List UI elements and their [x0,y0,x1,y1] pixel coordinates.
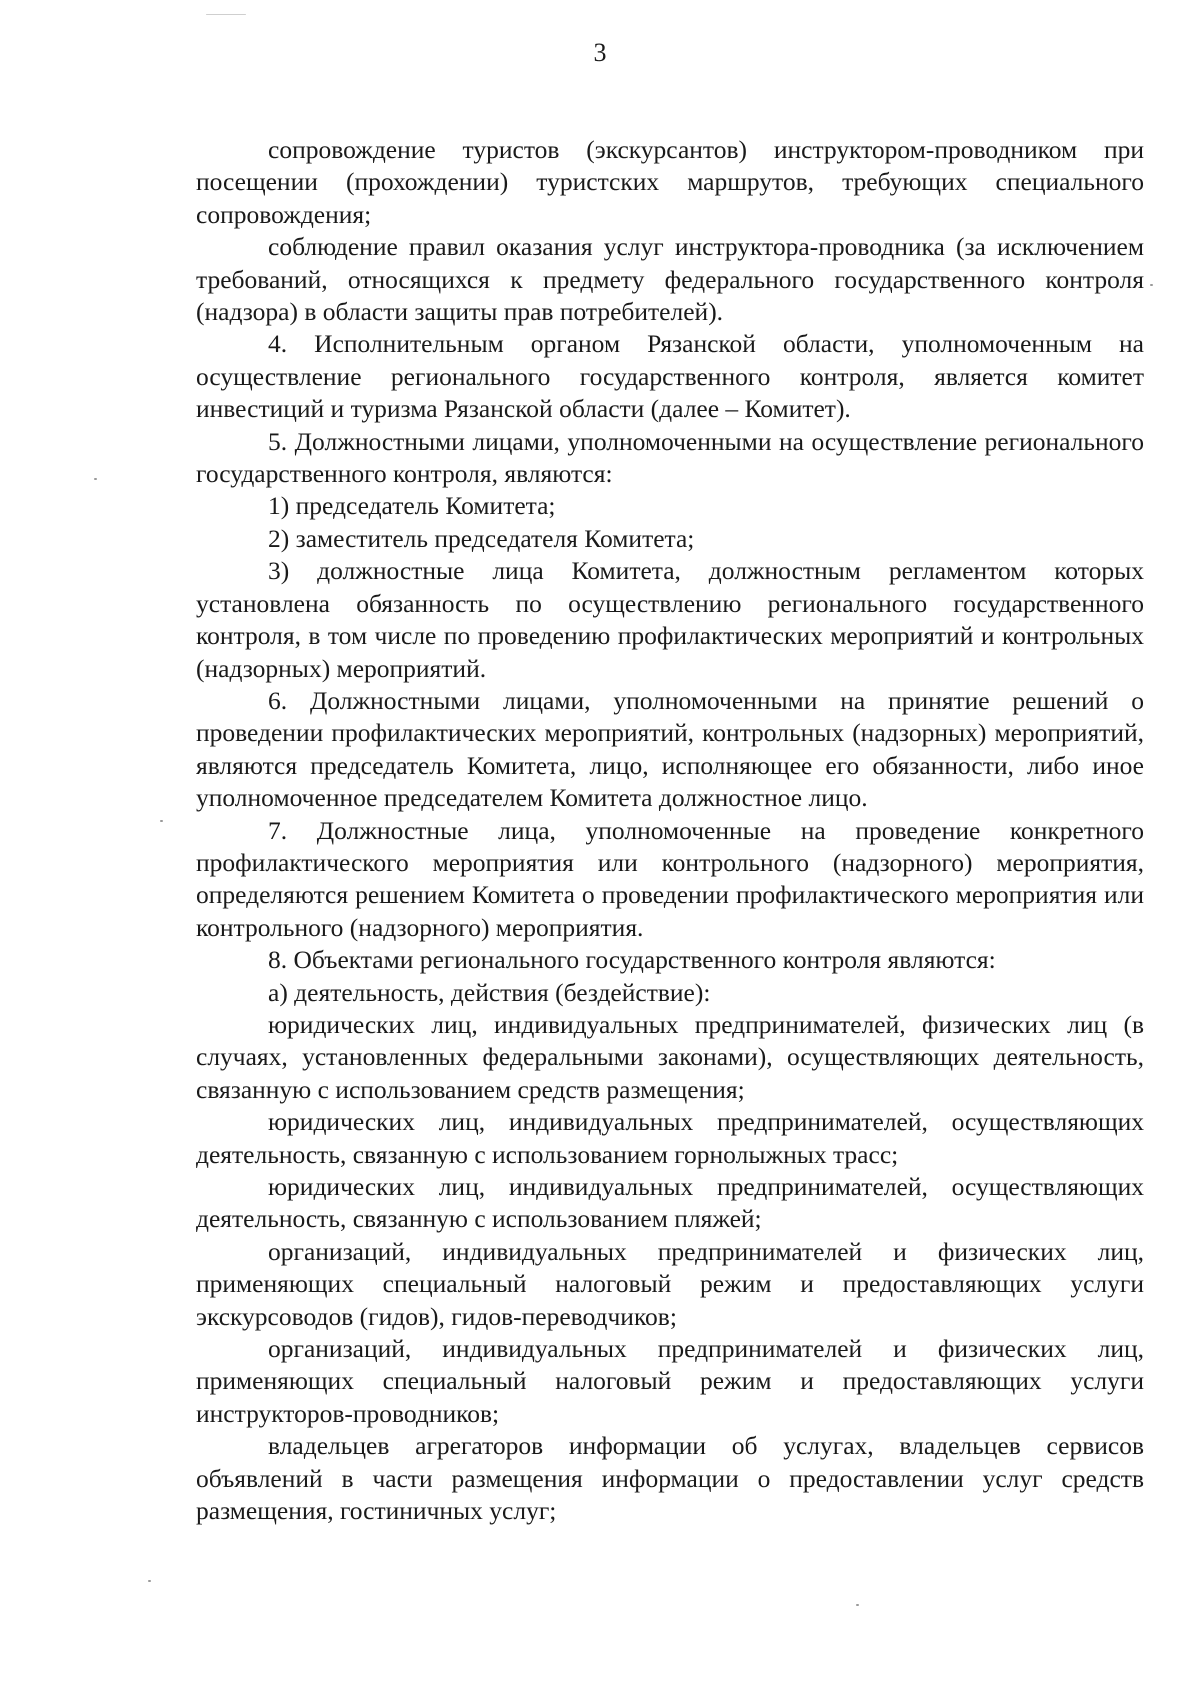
paragraph: 6. Должностными лицами, уполномоченными на принятие решений о проведении профилактических мероприятий, контрольных (надзорных) мероприятий, являются председатель Комитета, лицо, исполняющее его обязанности, либо иное уполномоченное председателем Комитета должностное лицо. [196,685,1144,813]
scan-speck [160,820,163,822]
paragraph: юридических лиц, индивидуальных предпринимателей, осуществляющих деятельность, связанную с использованием пляжей; [196,1172,1144,1234]
paragraph: владельцев агрегаторов информации об услугах, владельцев сервисов объявлений в части размещения информации о предоставлении услуг средств размещения, гостиничных услуг; [196,1431,1144,1526]
scan-speck [148,1580,151,1582]
paragraph: юридических лиц, индивидуальных предпринимателей, осуществляющих деятельность, связанную с использованием горнолыжных трасс; [196,1107,1144,1169]
page-number: 3 [593,38,607,67]
scan-speck [1150,284,1153,286]
paragraph: соблюдение правил оказания услуг инструктора-проводника (за исключением требований, относящихся к предмету федерального государственного контроля (надзора) в области защиты прав потребителей). [196,232,1144,327]
paragraph: сопровождение туристов (экскурсантов) инструктором-проводником при посещении (прохождении) туристских маршрутов, требующих специального сопровождения; [196,135,1144,229]
paragraph: 7. Должностные лица, уполномоченные на проведение конкретного профилактического мероприятия или контрольного (надзорного) мероприятия, определяются решением Комитета о проведении профилактического мероприятия или контрольного (надзорного) мероприятия. [196,815,1144,942]
document-body [196,134,1144,1527]
paragraph: 1) председатель Комитета; [268,491,556,521]
scan-speck [94,478,97,480]
paragraph: юридических лиц, индивидуальных предпринимателей, физических лиц (в случаях, установленных федеральными законами), осуществляющих деятельность, связанную с использованием средств размещения; [196,1009,1144,1104]
paragraph: 8. Объектами регионального государственного контроля являются: [268,945,996,975]
paragraph: 4. Исполнительным органом Рязанской области, уполномоченным на осуществление регионального государственного контроля, является комитет инвестиций и туризма Рязанской области (далее – Комитет). [196,329,1144,424]
paragraph: 3) должностные лица Комитета, должностным регламентом которых установлена обязанность по осуществлению регионального государственного контроля, в том числе по проведению профилактических мероприятий и контрольных (надзорных) мероприятий. [196,556,1144,683]
paragraph: 5. Должностными лицами, уполномоченными на осуществление регионального государственного контроля, являются: [196,426,1144,489]
paragraph: 2) заместитель председателя Комитета; [268,523,695,553]
paragraph: организаций, индивидуальных предпринимателей и физических лиц, применяющих специальный налоговый режим и предоставляющих услуги инструкторов-проводников; [196,1334,1144,1428]
scan-speck [206,14,246,15]
paragraph: а) деятельность, действия (бездействие): [268,977,711,1007]
scan-speck [856,1604,859,1606]
paragraph: организаций, индивидуальных предпринимателей и физических лиц, применяющих специальный налоговый режим и предоставляющих услуги экскурсоводов (гидов), гидов-переводчиков; [196,1236,1144,1331]
